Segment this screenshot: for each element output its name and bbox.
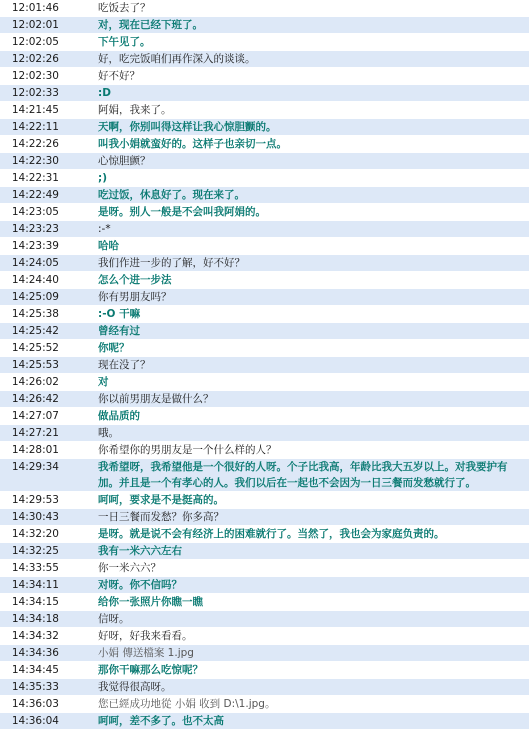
message-text: :-* (98, 223, 111, 235)
chat-row (0, 85, 529, 102)
message-timestamp: 14:24:05 (11, 257, 59, 269)
message-text: 天啊，你别叫得这样让我心惊胆颤的。 (98, 121, 277, 133)
message-text: 下午见了。 (98, 36, 151, 48)
message-timestamp: 14:33:55 (11, 562, 59, 574)
message-text: 你一米六六？ (98, 562, 161, 574)
message-timestamp: 12:02:26 (11, 53, 59, 65)
message-text: 那你干嘛那么吃惊呢？ (98, 664, 203, 676)
message-timestamp: 12:01:46 (11, 2, 59, 14)
message-timestamp: 14:34:32 (11, 630, 59, 642)
chat-row (0, 204, 529, 221)
chat-row (0, 289, 529, 306)
message-text: 好不好？ (98, 70, 140, 82)
message-text: 一日三餐而发愁？你多高？ (98, 511, 224, 523)
message-timestamp: 14:25:38 (11, 308, 59, 320)
message-timestamp: 14:23:05 (11, 206, 59, 218)
message-text: 是呀。就是说不会有经济上的困难就行了。当然了，我也会为家庭负责的。 (98, 528, 445, 540)
message-text: 做品质的 (98, 410, 140, 422)
message-text: 您已經成功地從 小娟 收到 D:\1.jpg。 (98, 698, 276, 710)
chat-row (0, 408, 529, 425)
chat-row (0, 459, 529, 492)
message-timestamp: 14:22:31 (11, 172, 59, 184)
chat-row (0, 272, 529, 289)
message-text: 呵呵，差不多了。也不太高 (98, 715, 224, 727)
message-timestamp: 12:02:01 (11, 19, 59, 31)
message-text: 好，吃完饭咱们再作深入的谈谈。 (98, 53, 256, 65)
chat-row (0, 391, 529, 408)
message-timestamp: 14:29:53 (11, 494, 59, 506)
message-text: :D (98, 87, 111, 99)
message-text: 我希望呀，我希望他是一个很好的人呀。个子比我高，年龄比我大五岁以上。对我要护有加。并且是一个有孝心的人。我们以后在一起也不会因为一日三餐而发愁就行了。 (98, 461, 508, 489)
message-text: 你有男朋友吗？ (98, 291, 172, 303)
message-timestamp: 14:22:49 (11, 189, 59, 201)
message-timestamp: 14:36:04 (11, 715, 59, 727)
message-text: 哈哈 (98, 240, 119, 252)
chat-row (0, 526, 529, 543)
chat-row (0, 442, 529, 459)
message-timestamp: 14:32:25 (11, 545, 59, 557)
message-text: 你呢？ (98, 342, 130, 354)
message-text: 呵呵，要求是不是挺高的。 (98, 494, 224, 506)
chat-row (0, 51, 529, 68)
message-text: 对 (98, 376, 109, 388)
chat-row (0, 543, 529, 560)
message-text: 吃饭去了？ (98, 2, 151, 14)
chat-row (0, 374, 529, 391)
message-text: 哦。 (98, 427, 119, 439)
message-text: 怎么个进一步法 (98, 274, 172, 286)
chat-row (0, 340, 529, 357)
message-timestamp: 14:22:30 (11, 155, 59, 167)
message-text: 小娟 傳送檔案 1.jpg (98, 647, 194, 659)
chat-row (0, 611, 529, 628)
chat-row (0, 238, 529, 255)
message-timestamp: 14:26:02 (11, 376, 59, 388)
chat-row (0, 187, 529, 204)
chat-row (0, 0, 529, 17)
message-timestamp: 14:28:01 (11, 444, 59, 456)
message-timestamp: 14:25:52 (11, 342, 59, 354)
chat-row (0, 306, 529, 323)
chat-row (0, 696, 529, 713)
message-text: 对呀。你不信吗？ (98, 579, 182, 591)
chat-row (0, 594, 529, 611)
message-timestamp: 14:30:43 (11, 511, 59, 523)
message-timestamp: 14:34:18 (11, 613, 59, 625)
message-text: 你以前男朋友是做什么？ (98, 393, 214, 405)
message-text: 曾经有过 (98, 325, 140, 337)
message-text: 对，现在已经下班了。 (98, 19, 203, 31)
chat-row (0, 255, 529, 272)
message-timestamp: 14:22:26 (11, 138, 59, 150)
message-timestamp: 14:27:07 (11, 410, 59, 422)
chat-row (0, 34, 529, 51)
message-timestamp: 14:36:03 (11, 698, 59, 710)
message-timestamp: 14:21:45 (11, 104, 59, 116)
message-text: 我有一米六六左右 (98, 545, 182, 557)
message-timestamp: 12:02:05 (11, 36, 59, 48)
message-timestamp: 14:34:36 (11, 647, 59, 659)
message-timestamp: 14:25:53 (11, 359, 59, 371)
message-timestamp: 14:29:34 (11, 461, 59, 473)
chat-row (0, 679, 529, 696)
chat-row (0, 577, 529, 594)
message-text: 我们作进一步的了解，好不好？ (98, 257, 245, 269)
chat-row (0, 357, 529, 374)
message-timestamp: 12:02:33 (11, 87, 59, 99)
message-text: 吃过饭，休息好了。现在来了。 (98, 189, 245, 201)
message-timestamp: 14:25:09 (11, 291, 59, 303)
message-timestamp: 14:34:15 (11, 596, 59, 608)
message-text: 给你一张照片你瞧一瞧 (98, 596, 203, 608)
message-timestamp: 14:23:39 (11, 240, 59, 252)
chat-row (0, 425, 529, 442)
chat-row (0, 119, 529, 136)
message-timestamp: 14:25:42 (11, 325, 59, 337)
message-text: 心惊胆颤？ (98, 155, 151, 167)
message-timestamp: 12:02:30 (11, 70, 59, 82)
message-timestamp: 14:26:42 (11, 393, 59, 405)
message-timestamp: 14:22:11 (11, 121, 59, 133)
chat-row (0, 221, 529, 238)
chat-row (0, 136, 529, 153)
message-text: 信呀。 (98, 613, 130, 625)
message-text: 叫我小娟就蛮好的。这样子也亲切一点。 (98, 138, 287, 150)
chat-row (0, 713, 529, 730)
message-timestamp: 14:34:45 (11, 664, 59, 676)
message-text: :-O 干嘛 (98, 308, 141, 320)
chat-row (0, 323, 529, 340)
message-text: 现在没了？ (98, 359, 151, 371)
chat-row (0, 492, 529, 509)
chat-row (0, 509, 529, 526)
message-timestamp: 14:35:33 (11, 681, 59, 693)
message-timestamp: 14:27:21 (11, 427, 59, 439)
message-text: 你希望你的男朋友是一个什么样的人？ (98, 444, 277, 456)
chat-row (0, 662, 529, 679)
message-timestamp: 14:34:11 (11, 579, 59, 591)
chat-row (0, 102, 529, 119)
chat-row (0, 153, 529, 170)
chat-row (0, 68, 529, 85)
message-timestamp: 14:32:20 (11, 528, 59, 540)
chat-row (0, 645, 529, 662)
message-text: 阿娟，我来了。 (98, 104, 172, 116)
message-text: ;) (98, 172, 107, 184)
chat-row (0, 17, 529, 34)
message-text: 是呀。别人一般是不会叫我阿娟的。 (98, 206, 266, 218)
message-text: 好呀，好我来看看。 (98, 630, 193, 642)
chat-row (0, 628, 529, 645)
message-timestamp: 14:24:40 (11, 274, 59, 286)
chat-row (0, 560, 529, 577)
chat-row (0, 170, 529, 187)
message-text: 我觉得很高呀。 (98, 681, 172, 693)
message-timestamp: 14:23:23 (11, 223, 59, 235)
